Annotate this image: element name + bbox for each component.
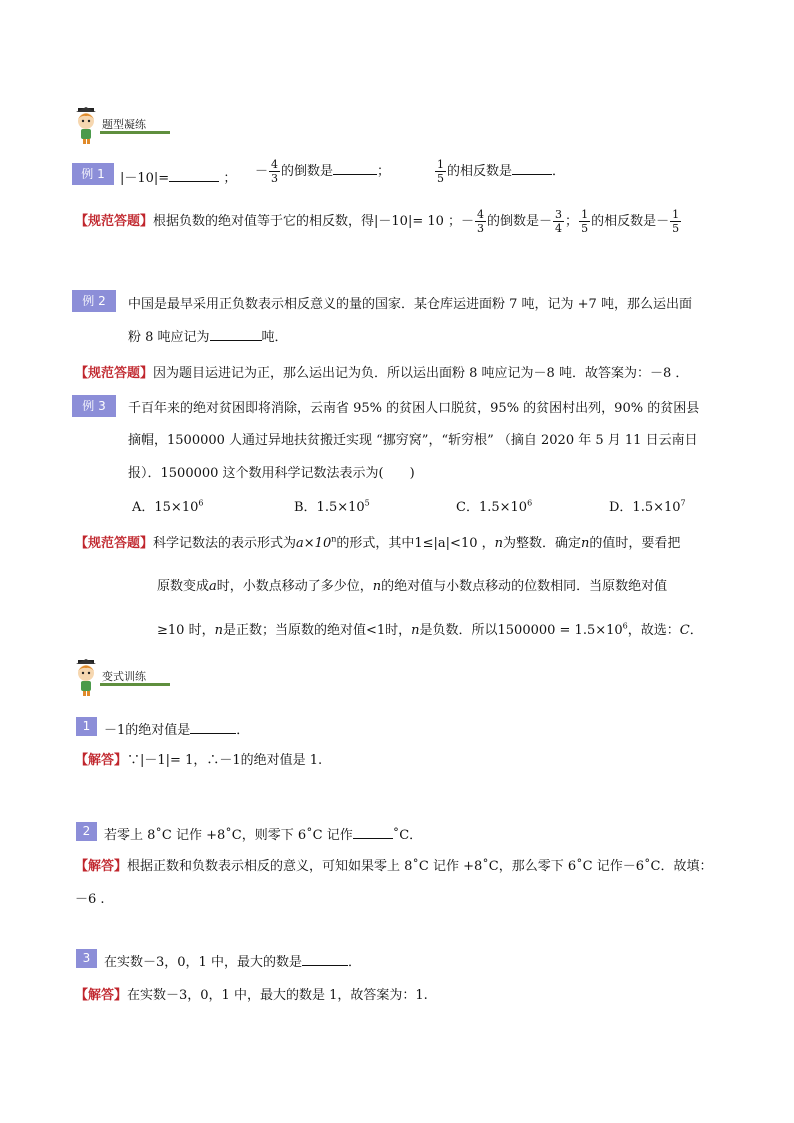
section-underline — [100, 131, 170, 134]
question-1-answer — [75, 749, 322, 768]
exponent: 6 — [622, 621, 628, 631]
denominator: 3 — [477, 222, 485, 235]
option-label: D．1.5×10 — [609, 500, 681, 515]
math: a — [209, 579, 217, 594]
answer-blank — [353, 826, 393, 839]
example-tag-1: 例 1 — [72, 163, 114, 185]
numerator: 1 — [437, 158, 444, 171]
math: n — [372, 579, 382, 594]
answer-text: ； — [565, 214, 579, 229]
math: n — [214, 623, 223, 638]
exponent: 5 — [364, 498, 370, 508]
numerator: 4 — [271, 158, 279, 171]
ex1-part-a: |－10|= — [120, 171, 170, 186]
denominator: 5 — [672, 222, 680, 235]
example-1-question — [120, 167, 236, 186]
example-3-line-1: 千百年来的绝对贫困即将消除，云南省 95% 的贫困人口脱贫，95% 的贫困村出列，90% 的贫困县 — [128, 401, 700, 416]
text: 若零上 8˚C 记作 +8˚C，则零下 6˚C 记作 — [104, 828, 353, 843]
text: ，故选： — [627, 623, 680, 638]
example-2-answer — [75, 362, 688, 381]
text: 在实数－3，0，1 中，最大的数是 — [104, 955, 302, 970]
text: 原数变成 — [157, 579, 210, 594]
answer-blank — [302, 953, 348, 966]
period: ． — [552, 164, 566, 179]
example-tag-3: 例 3 — [72, 395, 116, 417]
answer-label: 【解答】 — [75, 753, 128, 768]
denominator: 4 — [555, 222, 563, 235]
example-3-line-3: 报）．1500000 这个数用科学记数法表示为( ) — [128, 466, 415, 481]
example-2-line-1: 中国是最早采用正负数表示相反意义的量的国家．某仓库运进面粉 7 吨，记为 +7 吨，那么运出面 — [128, 297, 692, 312]
exponent: 6 — [198, 498, 204, 508]
question-3-answer — [75, 984, 428, 1003]
question-number-2: 2 — [76, 822, 97, 841]
fraction — [670, 208, 681, 235]
example-3-answer-line-2 — [157, 575, 667, 594]
fraction — [579, 208, 590, 235]
option-label: B．1.5×10 — [294, 500, 365, 515]
standard-answer-label: 【规范答题】 — [75, 366, 154, 381]
text: 时，小数点移动了多少位， — [216, 579, 373, 594]
answer-blank — [210, 328, 262, 341]
answer-label: 【解答】 — [75, 988, 128, 1003]
text: 是负数．所以1500000 = 1.5×10 — [419, 623, 623, 638]
text: ． — [236, 723, 250, 738]
fraction — [435, 158, 446, 185]
ex1-part-b: 的倒数是 — [281, 164, 334, 179]
question-2-answer-line-2: －6 . — [75, 892, 105, 907]
text: ． — [689, 623, 703, 638]
answer-label: 【解答】 — [75, 859, 128, 874]
answer-text: 的相反数是－ — [591, 214, 670, 229]
denominator: 3 — [271, 172, 279, 185]
text: 的值时，要看把 — [589, 536, 681, 551]
separator: ； — [223, 171, 237, 186]
minus-sign: － — [255, 164, 269, 179]
option-b[interactable] — [294, 496, 370, 515]
math: n — [581, 536, 590, 551]
text: 粉 8 吨应记为 — [128, 330, 210, 345]
example-3-answer-line-1 — [75, 532, 680, 551]
example-1-answer — [75, 208, 682, 235]
example-2-line-2 — [128, 326, 288, 345]
text: 科学记数法的表示形式为 — [153, 536, 297, 551]
text: ˚C． — [392, 828, 423, 843]
math: C — [679, 623, 690, 638]
math: a×10 — [296, 536, 332, 551]
text: 吨． — [261, 330, 288, 345]
numerator: 1 — [581, 208, 589, 221]
exponent: 7 — [680, 498, 686, 508]
text: 是正数；当原数的绝对值<1时， — [222, 623, 412, 638]
answer-blank — [169, 169, 219, 182]
example-tag-2: 例 2 — [72, 290, 116, 312]
answer-blank — [190, 721, 236, 734]
section-title: 变式训练 — [102, 670, 146, 683]
fraction — [475, 208, 486, 235]
option-label: C．1.5×10 — [456, 500, 528, 515]
section-header-drill — [72, 106, 232, 146]
text: ． — [347, 955, 361, 970]
numerator: 4 — [477, 208, 485, 221]
section-underline — [100, 683, 170, 686]
option-label: A．15×10 — [132, 500, 199, 515]
text: 的绝对值与小数点移动的位数相同．当原数绝对值 — [381, 579, 668, 594]
exponent: 6 — [527, 498, 533, 508]
mascot-icon — [72, 106, 102, 146]
section-header-variant — [72, 658, 232, 698]
math: n — [494, 536, 503, 551]
text: 为整数．确定 — [503, 536, 582, 551]
question-2-answer-line-1 — [75, 855, 712, 874]
mascot-icon — [72, 658, 102, 698]
question-number-3: 3 — [76, 949, 97, 968]
text: ≥10 时， — [157, 623, 215, 638]
example-1-question-b — [255, 158, 390, 185]
numerator: 1 — [672, 208, 680, 221]
answer-blank — [512, 162, 552, 175]
answer-text: 因为题目运进记为正，那么运出记为负．所以运出面粉 8 吨应记为－8 吨．故答案为：－8 ． — [153, 366, 689, 381]
exponent: n — [331, 534, 337, 544]
example-3-line-2: 摘帽，1500000 人通过异地扶贫搬迁实现 “挪穷窝”，“斩穷根” （摘自 2020 年 5 月 11 日云南日 — [128, 433, 698, 448]
separator: ； — [377, 164, 391, 179]
ex1-part-c: 的相反数是 — [447, 164, 513, 179]
denominator: 5 — [581, 222, 589, 235]
standard-answer-label: 【规范答题】 — [75, 214, 154, 229]
question-number-1: 1 — [76, 717, 97, 736]
answer-blank — [333, 162, 377, 175]
option-a[interactable] — [132, 496, 203, 515]
question-2-text — [104, 824, 422, 843]
option-c[interactable] — [456, 496, 532, 515]
text: 的形式，其中1≤|a|<10 ， — [336, 536, 495, 551]
answer-text: ∵|－1|= 1，∴－1的绝对值是 1. — [127, 753, 323, 768]
answer-text: 根据正数和负数表示相反的意义，可知如果零上 8˚C 记作 +8˚C，那么零下 6˚C 记作－6˚C．故填： — [127, 859, 713, 874]
denominator: 5 — [437, 172, 444, 185]
text: －1的绝对值是 — [104, 723, 191, 738]
question-3-text — [104, 951, 361, 970]
standard-answer-label: 【规范答题】 — [75, 536, 154, 551]
answer-text: 的倒数是－ — [487, 214, 553, 229]
question-1-text — [104, 719, 249, 738]
example-1-question-c — [434, 158, 565, 185]
math: n — [411, 623, 420, 638]
example-3-answer-line-3 — [157, 619, 703, 638]
section-title: 题型凝练 — [102, 118, 146, 131]
fraction — [269, 158, 280, 185]
answer-text: 根据负数的绝对值等于它的相反数，得|－10|= 10 ；－ — [153, 214, 475, 229]
fraction — [553, 208, 564, 235]
answer-text: 在实数－3，0，1 中，最大的数是 1，故答案为：1. — [127, 988, 428, 1003]
numerator: 3 — [555, 208, 563, 221]
option-d[interactable] — [609, 496, 686, 515]
